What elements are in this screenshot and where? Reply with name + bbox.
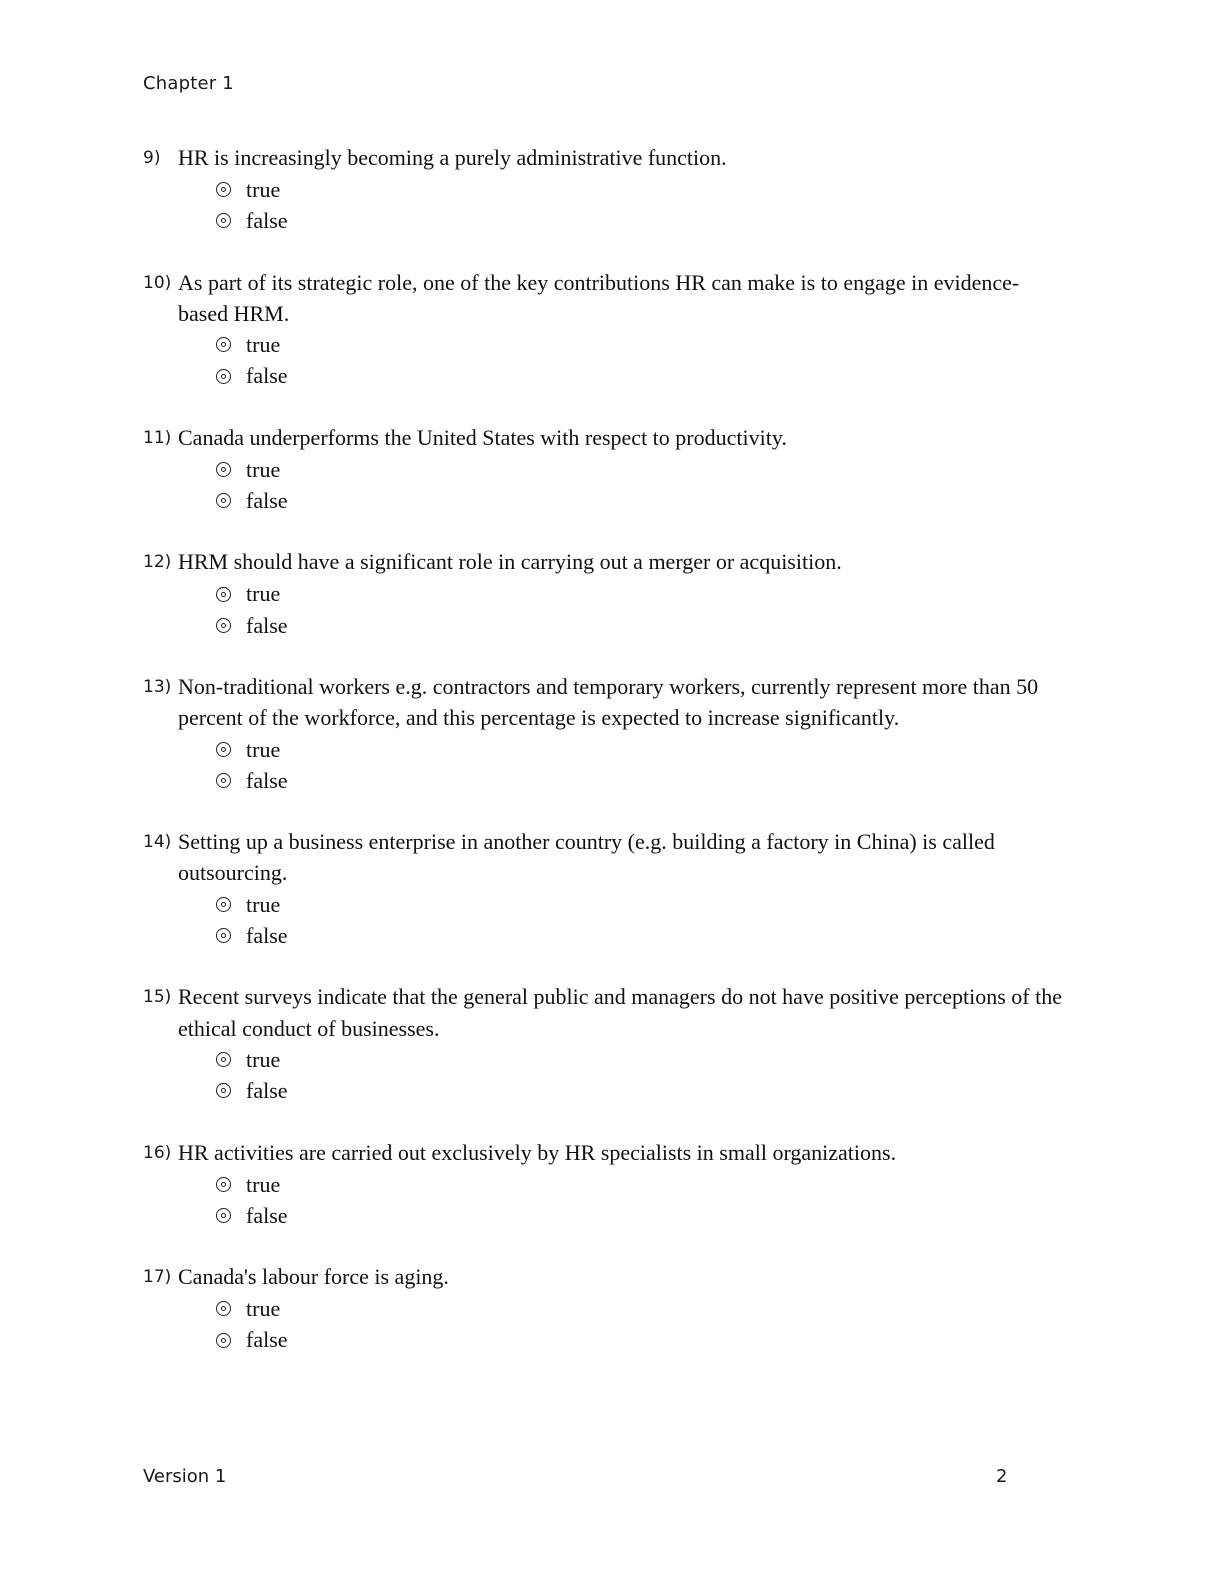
radio-icon[interactable]	[216, 773, 231, 788]
option-label: false	[246, 488, 288, 514]
radio-icon[interactable]	[216, 462, 231, 477]
radio-icon[interactable]	[216, 742, 231, 757]
radio-icon[interactable]	[216, 337, 231, 352]
question-text: Non-traditional workers e.g. contractors and temporary workers, currently represent more than 50 percent of the workforce, and this percentage is expected to increase significantly.	[178, 673, 1039, 731]
option-label: true	[246, 891, 281, 917]
option-true[interactable]	[216, 889, 1103, 920]
option-label: true	[246, 456, 281, 482]
page-number: 2	[996, 1466, 1008, 1487]
radio-icon[interactable]	[216, 1052, 231, 1067]
answer-options	[216, 1169, 1103, 1232]
answer-options	[216, 454, 1103, 517]
option-label: true	[246, 581, 281, 607]
radio-icon[interactable]	[216, 1177, 231, 1192]
option-true[interactable]	[216, 1293, 1103, 1324]
option-false[interactable]	[216, 765, 1103, 796]
question-number: 13)	[143, 676, 172, 697]
option-true[interactable]	[216, 174, 1103, 205]
question-text: Setting up a business enterprise in another country (e.g. building a factory in China) is called outsourcing.	[178, 829, 995, 886]
question-number: 11)	[143, 427, 172, 448]
question-number: 15)	[143, 987, 172, 1008]
radio-icon[interactable]	[216, 1301, 231, 1316]
option-false[interactable]	[216, 1075, 1103, 1106]
question-item	[143, 546, 1103, 641]
version-label: Version 1	[143, 1466, 227, 1487]
option-label: false	[246, 1327, 288, 1353]
option-label: false	[246, 767, 288, 793]
question-item	[143, 267, 1103, 392]
option-label: false	[246, 612, 288, 638]
question-list	[143, 142, 1103, 1386]
question-item	[143, 826, 1103, 951]
question-item	[143, 1137, 1103, 1232]
option-label: false	[246, 363, 288, 389]
answer-options	[216, 578, 1103, 641]
radio-icon[interactable]	[216, 1208, 231, 1223]
option-label: true	[246, 1171, 281, 1197]
question-item	[143, 1261, 1103, 1356]
option-false[interactable]	[216, 485, 1103, 516]
radio-icon[interactable]	[216, 369, 231, 384]
question-item	[143, 142, 1103, 237]
option-true[interactable]	[216, 454, 1103, 485]
question-text: HR is increasingly becoming a purely administrative function.	[178, 145, 727, 170]
question-number: 16)	[143, 1142, 172, 1163]
option-true[interactable]	[216, 1044, 1103, 1075]
option-label: true	[246, 332, 281, 358]
option-label: false	[246, 923, 288, 949]
radio-icon[interactable]	[216, 928, 231, 943]
option-label: true	[246, 1296, 281, 1322]
option-false[interactable]	[216, 1200, 1103, 1231]
option-label: true	[246, 736, 281, 762]
question-text: HRM should have a significant role in carrying out a merger or acquisition.	[178, 549, 842, 575]
radio-icon[interactable]	[216, 493, 231, 508]
question-text: Recent surveys indicate that the general public and managers do not have positive perceptions of the ethical conduct of businesses.	[178, 984, 1062, 1041]
radio-icon[interactable]	[216, 618, 231, 633]
question-item	[143, 422, 1103, 517]
question-number: 17)	[143, 1267, 172, 1288]
answer-options	[216, 329, 1103, 392]
option-false[interactable]	[216, 205, 1103, 236]
radio-icon[interactable]	[216, 897, 231, 912]
radio-icon[interactable]	[216, 587, 231, 602]
answer-options	[216, 889, 1103, 952]
option-false[interactable]	[216, 1324, 1103, 1355]
option-label: true	[246, 177, 281, 202]
question-item	[143, 981, 1103, 1106]
option-true[interactable]	[216, 734, 1103, 765]
option-label: false	[246, 1078, 288, 1104]
question-number: 14)	[143, 832, 172, 853]
question-number: 12)	[143, 552, 172, 573]
option-label: true	[246, 1046, 281, 1072]
option-label: false	[246, 208, 288, 234]
question-item	[143, 671, 1103, 796]
option-false[interactable]	[216, 610, 1103, 641]
question-text: Canada's labour force is aging.	[178, 1264, 449, 1290]
question-text: Canada underperforms the United States with respect to productivity.	[178, 424, 787, 450]
question-number: 10)	[143, 272, 172, 293]
question-number: 9)	[143, 148, 161, 168]
chapter-header: Chapter 1	[143, 73, 234, 94]
answer-options	[216, 734, 1103, 797]
option-true[interactable]	[216, 329, 1103, 360]
option-true[interactable]	[216, 578, 1103, 609]
radio-icon[interactable]	[216, 1083, 231, 1098]
option-true[interactable]	[216, 1169, 1103, 1200]
question-text: HR activities are carried out exclusively by HR specialists in small organizations.	[178, 1139, 897, 1165]
radio-icon[interactable]	[216, 182, 231, 197]
question-text: As part of its strategic role, one of the key contributions HR can make is to engage in evidence-based HRM.	[178, 269, 1020, 326]
option-false[interactable]	[216, 920, 1103, 951]
option-false[interactable]	[216, 360, 1103, 391]
radio-icon[interactable]	[216, 1333, 231, 1348]
answer-options	[216, 174, 1103, 237]
radio-icon[interactable]	[216, 213, 231, 228]
answer-options	[216, 1293, 1103, 1356]
answer-options	[216, 1044, 1103, 1107]
option-label: false	[246, 1202, 288, 1228]
